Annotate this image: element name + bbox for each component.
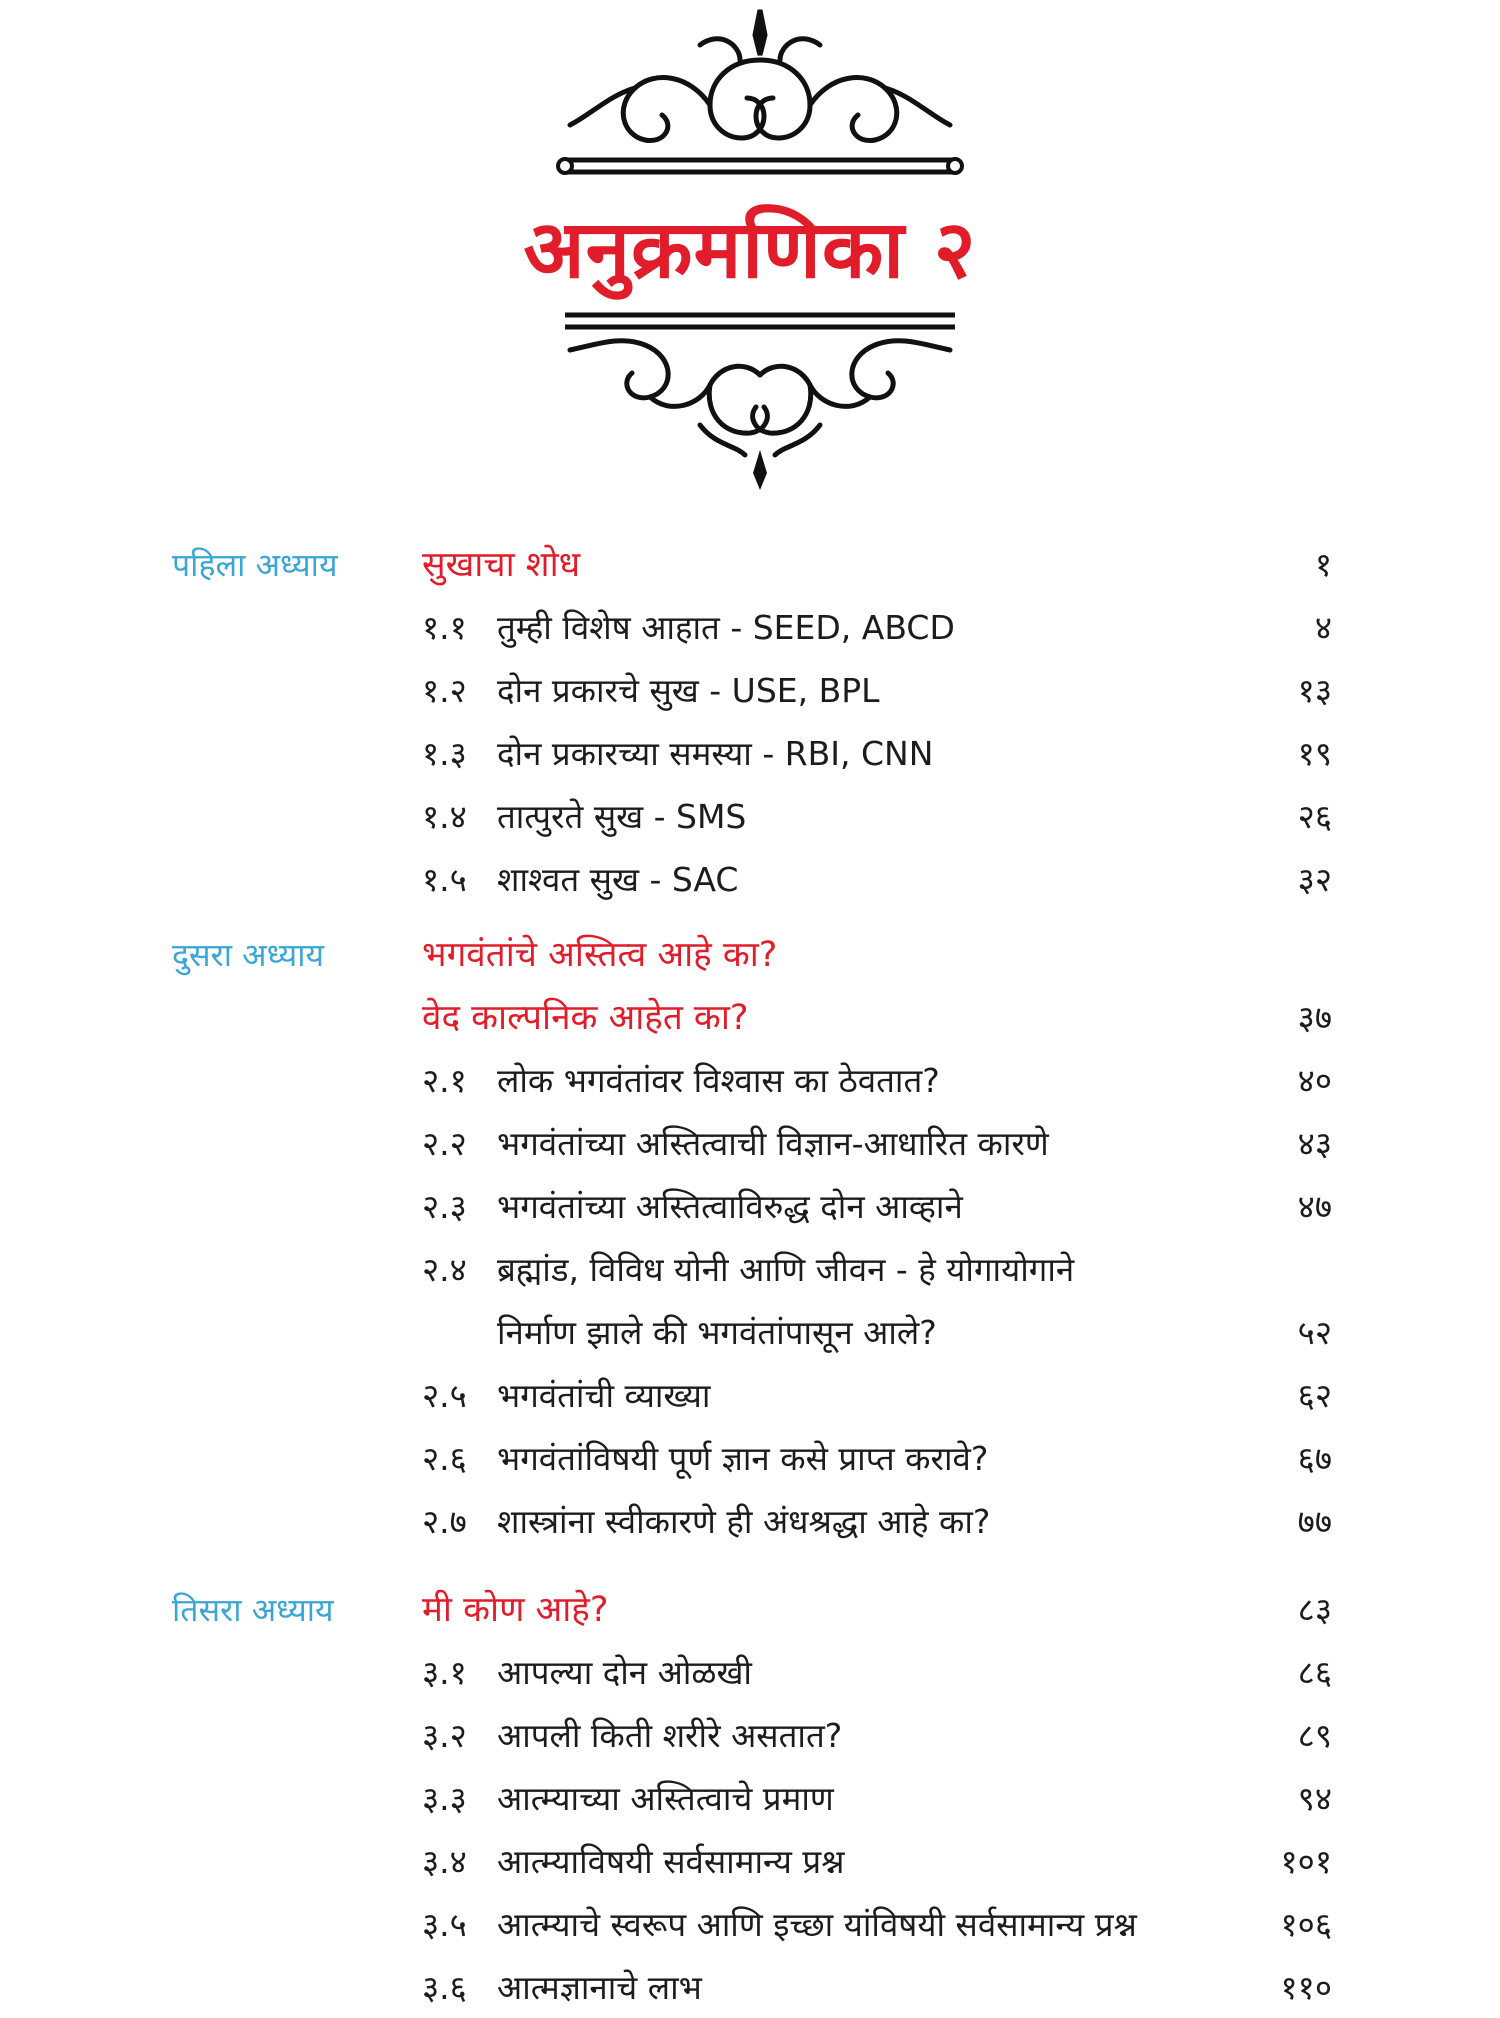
section-number: १.५ — [422, 860, 467, 899]
chapter-title: सुखाचा शोध — [422, 545, 581, 585]
section-title: लोक भगवंतांवर विश्वास का ठेवतात? — [497, 1061, 940, 1100]
section-number: २.६ — [422, 1439, 467, 1478]
toc-entry — [0, 1240, 1500, 1300]
toc-entry — [0, 724, 1500, 784]
chapter-label: तिसरा अध्याय — [172, 1591, 334, 1629]
page-number: ९४ — [1297, 1779, 1332, 1818]
section-title: भगवंतांच्या अस्तित्वाविरुद्ध दोन आव्हाने — [497, 1187, 963, 1226]
section-number: ३.४ — [422, 1842, 467, 1881]
chapter-title: मी कोण आहे? — [422, 1590, 609, 1630]
section-title: शास्त्रांना स्वीकारणे ही अंधश्रद्धा आहे का? — [497, 1502, 991, 1541]
toc-entry — [0, 1303, 1500, 1363]
section-title: शाश्वत सुख - SAC — [497, 860, 739, 899]
toc-entry — [0, 1769, 1500, 1829]
chapter-row — [0, 988, 1500, 1048]
chapter-row — [0, 1580, 1500, 1640]
section-number: २.२ — [422, 1124, 467, 1163]
toc-entry — [0, 787, 1500, 847]
page-number: ३२ — [1297, 860, 1332, 899]
page-number: ८९ — [1297, 1716, 1332, 1755]
section-number: २.३ — [422, 1187, 467, 1226]
section-number: १.४ — [422, 797, 467, 836]
page-number: ५२ — [1297, 1313, 1332, 1352]
toc-entry — [0, 1429, 1500, 1489]
section-title: दोन प्रकारचे सुख - USE, BPL — [497, 671, 880, 710]
section-title: आपल्या दोन ओळखी — [497, 1653, 752, 1692]
section-title: भगवंतांच्या अस्तित्वाची विज्ञान-आधारित कारणे — [497, 1124, 1049, 1163]
page-number: ८३ — [1297, 1590, 1332, 1629]
chapter-title: वेद काल्पनिक आहेत का? — [422, 998, 749, 1038]
page-number: १३ — [1297, 671, 1332, 710]
toc-entry — [0, 1895, 1500, 1955]
page-number: ३७ — [1297, 998, 1332, 1037]
toc-entry — [0, 850, 1500, 910]
section-number: ३.५ — [422, 1905, 467, 1944]
page-number: ६७ — [1297, 1439, 1332, 1478]
toc-entry — [0, 598, 1500, 658]
toc-entry — [0, 661, 1500, 721]
page-number: ११० — [1280, 1968, 1332, 2007]
section-title: आत्मज्ञानाचे लाभ — [497, 1968, 702, 2007]
section-title: आत्म्याविषयी सर्वसामान्य प्रश्न — [497, 1842, 845, 1881]
page-number: ४७ — [1297, 1187, 1332, 1226]
chapter-title: भगवंतांचे अस्तित्व आहे का? — [422, 935, 778, 975]
section-number: ३.२ — [422, 1716, 467, 1755]
page-number: १ — [1314, 545, 1332, 584]
toc-entry — [0, 1051, 1500, 1111]
section-title: भगवंतांची व्याख्या — [497, 1376, 711, 1415]
chapter-row — [0, 535, 1500, 595]
toc-entry — [0, 1643, 1500, 1703]
section-number: २.७ — [422, 1502, 467, 1541]
toc-entry — [0, 1177, 1500, 1237]
toc-entry — [0, 1832, 1500, 1892]
section-title: दोन प्रकारच्या समस्या - RBI, CNN — [497, 734, 934, 773]
toc-entry — [0, 1958, 1500, 2018]
section-number: २.१ — [422, 1061, 467, 1100]
page-title: अनुक्रमणिका २ — [523, 203, 977, 296]
page-number: ४ — [1314, 608, 1332, 647]
section-title: निर्माण झाले की भगवंतांपासून आले? — [497, 1313, 937, 1352]
chapter-row — [0, 925, 1500, 985]
section-title: ब्रह्मांड, विविध योनी आणि जीवन - हे योगायोगाने — [497, 1250, 1075, 1289]
section-number: ३.६ — [422, 1968, 467, 2007]
toc-entry — [0, 1492, 1500, 1552]
page-number: ४० — [1297, 1061, 1332, 1100]
page-number: ८६ — [1297, 1653, 1332, 1692]
section-number: १.३ — [422, 734, 467, 773]
chapter-label: पहिला अध्याय — [172, 546, 338, 584]
toc-entry — [0, 1114, 1500, 1174]
page-number: १९ — [1297, 734, 1332, 773]
section-title: भगवंतांविषयी पूर्ण ज्ञान कसे प्राप्त करावे? — [497, 1439, 989, 1478]
page-number: २६ — [1297, 797, 1332, 836]
section-title: आत्म्याचे स्वरूप आणि इच्छा यांविषयी सर्वसामान्य प्रश्न — [497, 1905, 1137, 1944]
section-title: आपली किती शरीरे असतात? — [497, 1716, 843, 1755]
page-number: ७७ — [1297, 1502, 1332, 1541]
page-number: १०६ — [1280, 1905, 1332, 1944]
section-number: १.२ — [422, 671, 467, 710]
page-number: १०१ — [1280, 1842, 1332, 1881]
page-number: ४३ — [1297, 1124, 1332, 1163]
section-title: तात्पुरते सुख - SMS — [497, 797, 747, 836]
page-number: ६२ — [1297, 1376, 1332, 1415]
section-number: ३.३ — [422, 1779, 467, 1818]
chapter-label: दुसरा अध्याय — [172, 936, 325, 974]
section-number: २.५ — [422, 1376, 467, 1415]
section-number: १.१ — [422, 608, 467, 647]
toc-entry — [0, 1366, 1500, 1426]
section-title: आत्म्याच्या अस्तित्वाचे प्रमाण — [497, 1779, 834, 1818]
section-number: ३.१ — [422, 1653, 467, 1692]
section-title: तुम्ही विशेष आहात - SEED, ABCD — [497, 608, 955, 647]
toc-entry — [0, 1706, 1500, 1766]
section-number: २.४ — [422, 1250, 467, 1289]
